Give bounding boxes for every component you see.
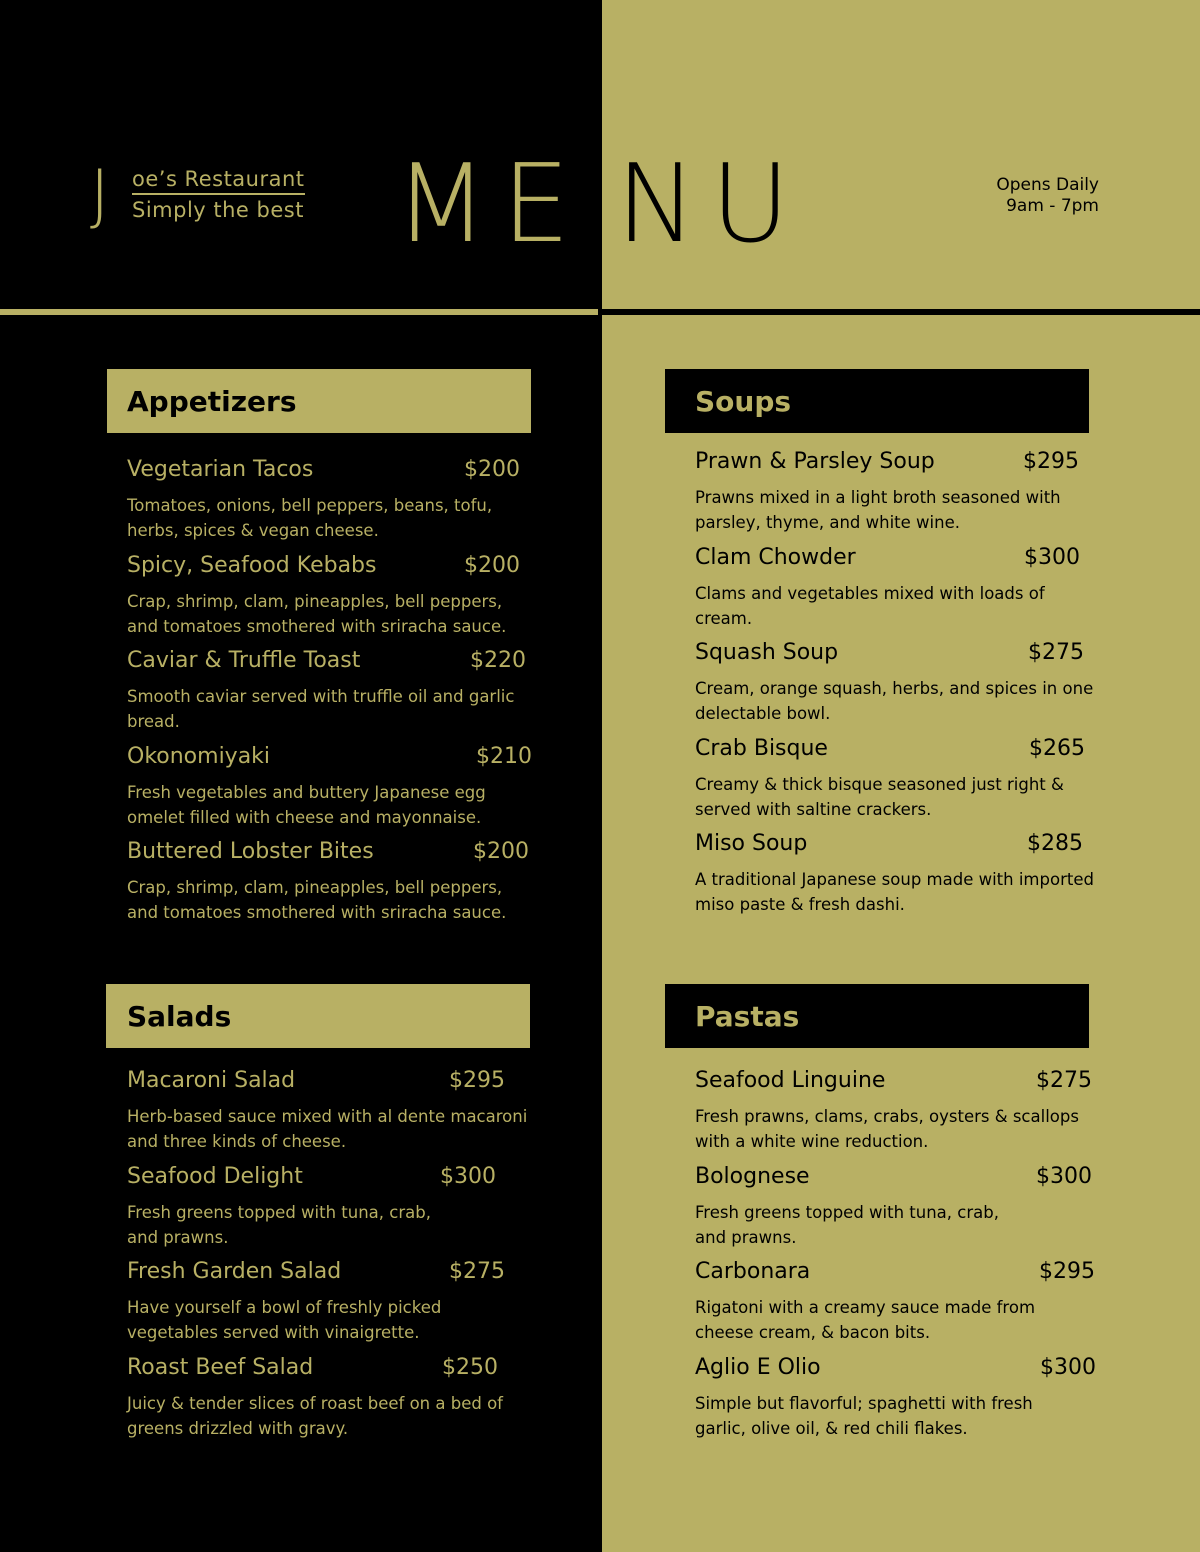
header-divider-left bbox=[0, 309, 598, 315]
item-description: Fresh vegetables and buttery Japanese egg omelet filled with cheese and mayonnaise. bbox=[127, 782, 486, 827]
item-description: Herb-based sauce mixed with al dente macaroni and three kinds of cheese. bbox=[127, 1107, 528, 1151]
item-description: Clams and vegetables mixed with loads of cream. bbox=[695, 583, 1045, 628]
item-name: Spicy, Seafood Kebabs bbox=[127, 552, 377, 578]
menu-item bbox=[127, 1353, 530, 1449]
menu-item bbox=[127, 646, 531, 742]
item-description: Crap, shrimp, clam, pineapples, bell peppers, and tomatoes smothered with sriracha sauce. bbox=[127, 591, 507, 636]
section-title: Salads bbox=[106, 984, 530, 1048]
item-description: Juicy & tender slices of roast beef on a bed of greens drizzled with gravy. bbox=[127, 1393, 503, 1438]
menu-item bbox=[127, 1066, 530, 1162]
item-price: $295 bbox=[1023, 449, 1079, 474]
section-title: Pastas bbox=[665, 984, 1089, 1048]
menu-item bbox=[695, 1066, 1092, 1162]
item-description: Fresh greens topped with tuna, crab, and prawns. bbox=[127, 1202, 431, 1247]
item-description: Cream, orange squash, herbs, and spices in one delectable bowl. bbox=[695, 679, 1094, 723]
menu-item bbox=[695, 1162, 1092, 1258]
opening-hours bbox=[996, 175, 1099, 217]
section-pastas bbox=[665, 984, 1096, 1448]
menu-title-right: NU bbox=[616, 142, 804, 267]
opening-hours-label: Opens Daily bbox=[996, 175, 1099, 195]
menu-item bbox=[127, 837, 531, 933]
item-name: Carbonara bbox=[695, 1259, 811, 1284]
item-price: $200 bbox=[473, 839, 529, 864]
item-name: Caviar & Truffle Toast bbox=[127, 648, 361, 673]
item-description: Tomatoes, onions, bell peppers, beans, tofu, herbs, spices & vegan cheese. bbox=[127, 496, 493, 540]
item-name: Prawn & Parsley Soup bbox=[695, 449, 935, 474]
menu-item bbox=[695, 543, 1089, 639]
menu-item bbox=[127, 1162, 530, 1258]
restaurant-logo bbox=[90, 156, 310, 235]
item-price: $275 bbox=[1036, 1068, 1092, 1093]
item-name: Squash Soup bbox=[695, 640, 839, 665]
menu-item bbox=[127, 455, 531, 551]
item-name: Roast Beef Salad bbox=[127, 1354, 314, 1380]
item-name: Okonomiyaki bbox=[127, 743, 271, 769]
menu-item bbox=[127, 742, 531, 838]
item-description: Creamy & thick bisque seasoned just right & served with saltine crackers. bbox=[695, 774, 1064, 819]
item-description: A traditional Japanese soup made with imported miso paste & fresh dashi. bbox=[695, 870, 1094, 914]
item-name: Aglio E Olio bbox=[695, 1354, 821, 1380]
section-title: Appetizers bbox=[107, 369, 531, 433]
item-price: $265 bbox=[1029, 735, 1085, 761]
item-description: Fresh greens topped with tuna, crab, and prawns. bbox=[695, 1202, 999, 1247]
item-name: Seafood Delight bbox=[127, 1163, 303, 1189]
section-appetizers bbox=[107, 369, 531, 933]
item-name: Bolognese bbox=[695, 1163, 810, 1189]
opening-hours-time: 9am - 7pm bbox=[1006, 196, 1099, 216]
item-price: $300 bbox=[1036, 1163, 1092, 1189]
logo-initial: J bbox=[90, 156, 110, 233]
item-name: Clam Chowder bbox=[695, 544, 856, 570]
item-price: $275 bbox=[449, 1259, 505, 1284]
menu-item bbox=[127, 551, 531, 647]
item-price: $275 bbox=[1028, 640, 1084, 665]
item-price: $300 bbox=[440, 1163, 496, 1189]
item-description: Prawns mixed in a light broth seasoned with parsley, thyme, and white wine. bbox=[695, 488, 1061, 532]
item-name: Seafood Linguine bbox=[695, 1068, 886, 1093]
restaurant-name: oe’s Restaurant bbox=[132, 167, 305, 195]
menu-item bbox=[695, 1257, 1095, 1353]
menu-item bbox=[695, 829, 1094, 925]
item-price: $295 bbox=[449, 1068, 505, 1093]
item-name: Macaroni Salad bbox=[127, 1068, 296, 1093]
menu-title-left: ME bbox=[394, 142, 584, 267]
item-name: Vegetarian Tacos bbox=[127, 457, 314, 482]
item-price: $250 bbox=[442, 1354, 498, 1380]
item-description: Simple but flavorful; spaghetti with fresh garlic, olive oil, & red chili flakes. bbox=[695, 1393, 1033, 1438]
item-name: Crab Bisque bbox=[695, 735, 828, 761]
menu-item bbox=[127, 1257, 530, 1353]
item-price: $200 bbox=[464, 457, 520, 482]
item-description: Fresh prawns, clams, crabs, oysters & scallops with a white wine reduction. bbox=[695, 1107, 1079, 1151]
item-description: Rigatoni with a creamy sauce made from cheese cream, & bacon bits. bbox=[695, 1298, 1036, 1342]
item-description: Have yourself a bowl of freshly picked vegetables served with vinaigrette. bbox=[127, 1298, 442, 1342]
item-price: $285 bbox=[1027, 831, 1083, 856]
menu-item bbox=[695, 638, 1094, 734]
item-price: $210 bbox=[476, 743, 532, 769]
section-soups bbox=[665, 369, 1094, 925]
item-price: $300 bbox=[1040, 1354, 1096, 1380]
item-price: $220 bbox=[470, 648, 526, 673]
section-title: Soups bbox=[665, 369, 1089, 433]
header-divider-right bbox=[602, 309, 1200, 315]
item-name: Fresh Garden Salad bbox=[127, 1259, 342, 1284]
menu-item bbox=[695, 1353, 1096, 1449]
item-price: $300 bbox=[1024, 544, 1080, 570]
section-salads bbox=[106, 984, 530, 1448]
item-price: $295 bbox=[1039, 1259, 1095, 1284]
item-description: Crap, shrimp, clam, pineapples, bell peppers, and tomatoes smothered with sriracha sauce. bbox=[127, 878, 507, 922]
menu-item bbox=[695, 447, 1089, 543]
menu-item bbox=[695, 734, 1089, 830]
item-name: Buttered Lobster Bites bbox=[127, 839, 374, 864]
restaurant-tagline: Simply the best bbox=[132, 198, 304, 222]
item-name: Miso Soup bbox=[695, 831, 808, 856]
item-description: Smooth caviar served with truffle oil and garlic bread. bbox=[127, 687, 515, 731]
item-price: $200 bbox=[464, 552, 520, 578]
